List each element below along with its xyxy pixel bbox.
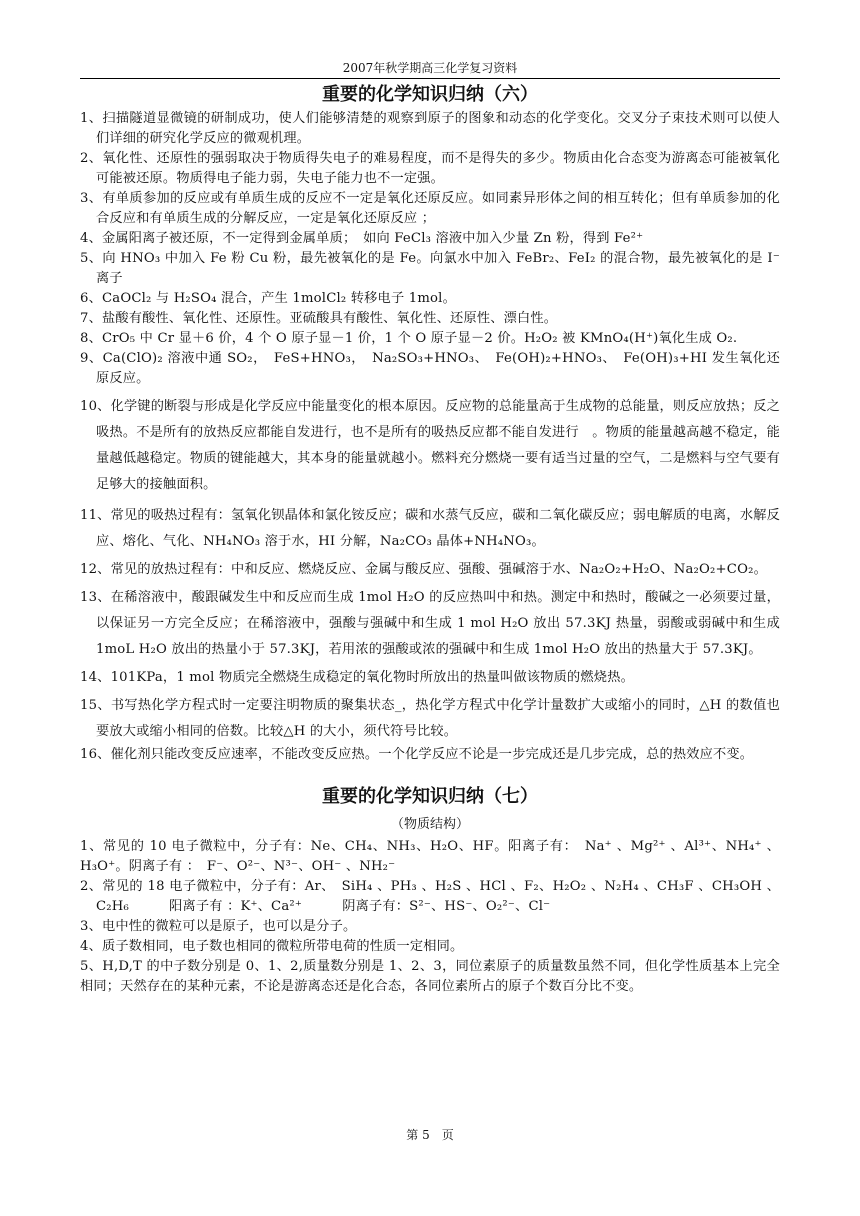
list-item: 10、化学键的断裂与形成是化学反应中能量变化的根本原因。反应物的总能量高于生成物的总能量，则反应放热；反之吸热。不是所有的放热反应都能自发进行，也不是所有的吸热反应都不能自发进行 。物质的能量越高越不稳定，能量越低越稳定。物质的键能越大，其本身的能量就越小。燃料充分燃烧一要有适当过量的空气，二是燃料与空气要有足够大的接触面积。 [80,399,780,492]
list-item: 16、催化剂只能改变反应速率，不能改变反应热。一个化学反应不论是一步完成还是几步完成，总的热效应不变。 [80,747,754,762]
list-item: 5、H,D,T 的中子数分别是 0、1、2,质量数分别是 1、2、3，同位素原子的质量数虽然不同，但化学性质基本上完全相同；天然存在的某种元素，不论是游离态还是化合态，各同位素所占的原子个数百分比不变。 [80,959,780,994]
list-item: 1、常见的 10 电子微粒中，分子有：Ne、CH₄、NH₃、H₂O、HF。阳离子有： Na⁺ 、Mg²⁺ 、Al³⁺、NH₄⁺ 、H₃O⁺。阴离子有 ： F⁻、O²⁻、N³⁻、OH⁻ 、NH₂⁻ [80,839,780,874]
section-title-7: 重要的化学知识归纳（七） [322,786,538,807]
list-item: 3、电中性的微粒可以是原子，也可以是分子。 [80,919,357,934]
list-item: 6、CaOCl₂ 与 H₂SO₄ 混合，产生 1molCl₂ 转移电子 1mol。 [80,291,456,306]
list-item: 2、氧化性、还原性的强弱取决于物质得失电子的难易程度，而不是得失的多少。物质由化合态变为游离态可能被氧化可能被还原。物质得电子能力弱，失电子能力也不一定强。 [80,151,780,186]
knowledge-list-7 [80,837,780,997]
list-item: 8、CrO₅ 中 Cr 显＋6 价，4 个 O 原子显－1 价，1 个 O 原子显－2 价。H₂O₂ 被 KMnO₄(H⁺)氧化生成 O₂. [80,331,738,346]
knowledge-list-6 [80,109,794,765]
list-item: 9、Ca(ClO)₂ 溶液中通 SO₂， FeS+HNO₃， Na₂SO₃+HNO₃、 Fe(OH)₂+HNO₃、 Fe(OH)₃+HI 发生氧化还原反应。 [80,351,780,386]
list-item: 5、向 HNO₃ 中加入 Fe 粉 Cu 粉，最先被氧化的是 Fe。向氯水中加入 FeBr₂、FeI₂ 的混合物，最先被氧化的是 I⁻离子 [80,251,780,286]
list-item: 4、金属阳离子被还原，不一定得到金属单质； 如向 FeCl₃ 溶液中加入少量 Zn 粉，得到 Fe²⁺ [80,231,644,246]
list-item: 2、常见的 18 电子微粒中，分子有：Ar、 SiH₄ 、PH₃ 、H₂S 、HCl 、F₂、H₂O₂ 、N₂H₄ 、CH₃F 、CH₃OH 、C₂H₆ 阳离子有 ：K⁺、Ca²⁺ 阴离子有：S²⁻、HS⁻、O₂²⁻、Cl⁻ [80,879,780,914]
list-item: 7、盐酸有酸性、氧化性、还原性。亚硫酸具有酸性、氧化性、还原性、漂白性。 [80,311,558,326]
list-item: 13、在稀溶液中，酸跟碱发生中和反应而生成 1mol H₂O 的反应热叫中和热。测定中和热时，酸碱之一必须要过量，以保证另一方完全反应；在稀溶液中，强酸与强碱中和生成 1 mol H₂O 放出 57.3KJ 热量，弱酸或弱碱中和生成 1moL H₂O 放出的热量小于 57.3KJ，若用浓的强酸或浓的强碱中和生成 1mol H₂O 放出的热量大于 57.3KJ。 [80,590,794,657]
list-item: 4、质子数相同，电子数也相同的微粒所带电荷的性质一定相同。 [80,939,464,954]
header-rule [80,78,780,79]
section-title-6: 重要的化学知识归纳（六） [322,84,538,105]
section-subtitle: （物质结构） [390,817,469,832]
list-item: 1、扫描隧道显微镜的研制成功，使人们能够清楚的观察到原子的图象和动态的化学变化。交叉分子束技术则可以使人们详细的研究化学反应的微观机理。 [80,111,780,146]
document-page [80,60,794,997]
list-item: 15、书写热化学方程式时一定要注明物质的聚集状态_，热化学方程式中化学计量数扩大或缩小的同时，△H 的数值也要放大或缩小相同的倍数。比较△H 的大小，须代符号比较。 [80,698,780,739]
running-header: 2007年秋学期高三化学复习资料 [342,61,518,75]
list-item: 11、常见的吸热过程有：氢氧化钡晶体和氯化铵反应；碳和水蒸气反应，碳和二氧化碳反应；弱电解质的电离，水解反应、熔化、气化、NH₄NO₃ 溶于水，HI 分解，Na₂CO₃ 晶体+NH₄NO₃。 [80,508,780,549]
list-item: 14、101KPa，1 mol 物质完全燃烧生成稳定的氧化物时所放出的热量叫做该物质的燃烧热。 [80,670,634,685]
list-item: 12、常见的放热过程有：中和反应、燃烧反应、金属与酸反应、强酸、强碱溶于水、Na₂O₂+H₂O、Na₂O₂+CO₂。 [80,562,767,577]
page-number: 第 5 页 [406,1128,454,1142]
list-item: 3、有单质参加的反应或有单质生成的反应不一定是氧化还原反应。如同素异形体之间的相互转化；但有单质参加的化合反应和有单质生成的分解反应，一定是氧化还原反应 ； [80,191,780,226]
